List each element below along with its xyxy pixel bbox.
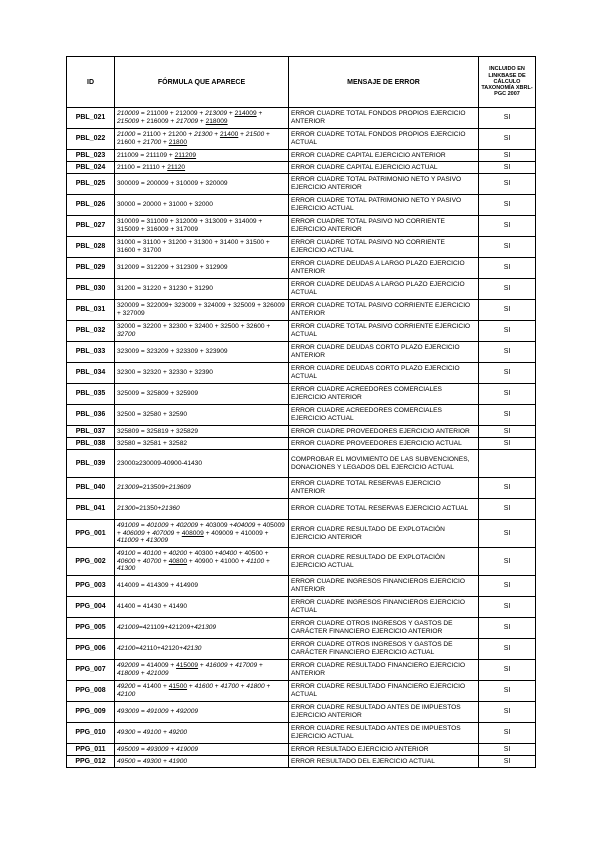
rule-included-flag: SI <box>479 129 536 150</box>
rule-error-message: ERROR CUADRE RESULTADO ANTES DE IMPUESTOS EJERCICIO ACTUAL <box>289 723 479 744</box>
rule-error-message: ERROR CUADRE INGRESOS FINANCIEROS EJERCICIO ANTERIOR <box>289 576 479 597</box>
formula-term: 32300 = 32320 + 32330 + 32390 <box>117 369 213 377</box>
rule-formula <box>115 258 289 279</box>
rule-included-flag: SI <box>479 237 536 258</box>
rule-included-flag: SI <box>479 321 536 342</box>
rule-included-flag: SI <box>479 174 536 195</box>
formula-term: 411009 <box>117 537 139 545</box>
formula-term: 218009 <box>205 118 228 125</box>
header-id: ID <box>67 57 115 108</box>
table-row <box>67 744 536 756</box>
rule-included-flag: SI <box>479 342 536 363</box>
rule-formula <box>115 216 289 237</box>
rule-id: PBL_038 <box>67 438 115 450</box>
rule-error-message: ERROR CUADRE TOTAL PASIVO CORRIENTE EJERCICIO ACTUAL <box>289 321 479 342</box>
formula-term: 404009 <box>233 522 256 530</box>
formula-term: 415009 <box>176 662 199 670</box>
formula-term: = 41400 + <box>135 683 169 691</box>
table-row <box>67 342 536 363</box>
rule-formula <box>115 279 289 300</box>
formula-term: 42130 <box>183 645 202 653</box>
rule-included-flag: SI <box>479 216 536 237</box>
rule-included-flag: SI <box>479 744 536 756</box>
rule-formula <box>115 405 289 426</box>
formula-term: + <box>139 670 147 677</box>
formula-term: 310009 = 311009 + 312009 + 313009 + 314009 + 315009 + 316009 + 317009 <box>117 218 263 233</box>
table-row <box>67 162 536 174</box>
formula-term: 217009 <box>176 118 199 125</box>
rule-id: PBL_041 <box>67 499 115 520</box>
rule-formula <box>115 426 289 438</box>
formula-term: 421309 <box>194 624 217 632</box>
rule-error-message: ERROR RESULTADO EJERCICIO ANTERIOR <box>289 744 479 756</box>
formula-term: + 403009 + <box>198 522 234 530</box>
formula-term: + <box>138 537 147 545</box>
table-row <box>67 321 536 342</box>
rule-error-message: ERROR CUADRE INGRESOS FINANCIEROS EJERCICIO ACTUAL <box>289 597 479 618</box>
formula-term: 40700 <box>142 557 162 565</box>
rule-id: PBL_032 <box>67 321 115 342</box>
table-row <box>67 150 536 162</box>
rule-included-flag: SI <box>479 150 536 162</box>
formula-term: 21500 <box>245 131 265 139</box>
rule-formula <box>115 660 289 681</box>
rule-id: PPG_009 <box>67 702 115 723</box>
rule-id: PBL_028 <box>67 237 115 258</box>
rule-included-flag: SI <box>479 438 536 450</box>
table-row <box>67 548 536 576</box>
formula-term: 402009 <box>176 522 199 530</box>
table-row <box>67 108 536 129</box>
rule-formula <box>115 363 289 384</box>
table-row <box>67 499 536 520</box>
rule-formula <box>115 162 289 174</box>
rule-id: PPG_003 <box>67 576 115 597</box>
formula-term: 41800 <box>246 683 265 691</box>
formula-term: 49100 <box>117 550 136 558</box>
formula-term: 401009 <box>146 522 169 530</box>
rule-formula <box>115 597 289 618</box>
table-row <box>67 300 536 321</box>
rule-formula <box>115 499 289 520</box>
header-message: MENSAJE DE ERROR <box>289 57 479 108</box>
formula-term: 21700 <box>142 139 162 146</box>
rule-formula <box>115 744 289 756</box>
formula-term: 32000 = 32200 + 32300 + 32400 + 32500 + 32600 + <box>117 323 271 331</box>
rule-formula <box>115 321 289 342</box>
table-row <box>67 520 536 548</box>
table-row <box>67 702 536 723</box>
formula-term: 41600 <box>194 683 213 691</box>
formula-term: 492009 <box>117 662 140 670</box>
formula-term: + <box>212 683 221 691</box>
rule-formula <box>115 618 289 639</box>
formula-term: 41500 <box>168 683 188 691</box>
table-row <box>67 216 536 237</box>
formula-term: =213509+ <box>139 484 169 492</box>
formula-term: 213009 <box>117 484 140 492</box>
table-row <box>67 426 536 438</box>
rule-included-flag: SI <box>479 426 536 438</box>
formula-term: 49300 = 49100 + 49200 <box>117 729 188 737</box>
formula-term: + <box>257 662 263 670</box>
formula-term: + <box>174 529 182 537</box>
table-row <box>67 660 536 681</box>
formula-term: 493009 = 491009 + 492009 <box>117 708 199 716</box>
rule-formula <box>115 702 289 723</box>
formula-term: 40100 <box>142 550 162 558</box>
rule-formula <box>115 129 289 150</box>
rule-error-message: COMPROBAR EL MOVIMIENTO DE LAS SUBVENCIONES, DONACIONES Y LEGADOS DEL EJERCICIO ACTUAL <box>289 450 479 478</box>
rule-error-message: ERROR CUADRE RESULTADO FINANCIERO EJERCICIO ACTUAL <box>289 681 479 702</box>
formula-term: 320009 = 322009+ 323009 + 324009 + 325009 + 326009 + 327009 <box>117 302 285 317</box>
formula-term: 31200 = 31220 + 31230 + 31290 <box>117 285 213 293</box>
formula-term: + <box>161 557 169 565</box>
rule-included-flag: SI <box>479 723 536 744</box>
formula-term: + <box>238 683 247 691</box>
formula-term: + <box>264 683 271 691</box>
rule-error-message: ERROR CUADRE CAPITAL EJERCICIO ACTUAL <box>289 162 479 174</box>
formula-term: 41700 <box>220 683 239 691</box>
table-row <box>67 237 536 258</box>
formula-term: 323009 = 323209 + 323309 + 323909 <box>117 348 228 356</box>
rule-included-flag: SI <box>479 756 536 768</box>
table-row <box>67 174 536 195</box>
formula-term: 21400 <box>219 131 239 139</box>
rule-id: PBL_024 <box>67 162 115 174</box>
formula-term: + 405009 + <box>117 522 285 537</box>
rule-included-flag: SI <box>479 548 536 576</box>
rule-error-message: ERROR CUADRE ACREEDORES COMERCIALES EJERCICIO ANTERIOR <box>289 384 479 405</box>
formula-term: 408009 <box>181 529 204 537</box>
formula-term: + <box>168 522 177 530</box>
table-row <box>67 597 536 618</box>
formula-term: 21300 <box>117 505 136 513</box>
rule-formula <box>115 438 289 450</box>
formula-term: 211209 <box>174 151 197 159</box>
rule-formula <box>115 195 289 216</box>
rule-id: PBL_031 <box>67 300 115 321</box>
rule-error-message: ERROR CUADRE PROVEEDORES EJERCICIO ACTUAL <box>289 438 479 450</box>
formula-term: 31000 = 31100 + 31200 + 31300 + 31400 + 31500 + 31600 + 31700 <box>117 239 270 254</box>
formula-term: 49500 = 49300 + 41900 <box>117 757 188 765</box>
rule-id: PBL_027 <box>67 216 115 237</box>
rule-included-flag: SI <box>479 108 536 129</box>
rule-id: PBL_039 <box>67 450 115 478</box>
formula-term: + 409009 + 410009 + <box>203 529 269 537</box>
rule-included-flag: SI <box>479 499 536 520</box>
formula-term: =421109+421209+ <box>139 624 195 632</box>
header-formula: FÓRMULA QUE APARECE <box>115 57 289 108</box>
rule-formula <box>115 237 289 258</box>
rule-formula <box>115 300 289 321</box>
formula-term: 418009 <box>117 670 140 677</box>
rule-included-flag: SI <box>479 279 536 300</box>
rule-id: PBL_025 <box>67 174 115 195</box>
rule-error-message: ERROR RESULTADO DEL EJERCICIO ACTUAL <box>289 756 479 768</box>
table-row <box>67 756 536 768</box>
formula-term: 41300 <box>117 565 136 573</box>
rule-included-flag: SI <box>479 363 536 384</box>
formula-term: 40400 <box>218 550 237 558</box>
rule-id: PBL_033 <box>67 342 115 363</box>
rule-id: PBL_029 <box>67 258 115 279</box>
formula-term: =42110+42120+ <box>135 645 184 653</box>
rule-error-message: ERROR CUADRE RESULTADO ANTES DE IMPUESTOS EJERCICIO ANTERIOR <box>289 702 479 723</box>
formula-term: 32700 <box>117 331 136 338</box>
formula-term: + <box>144 529 153 537</box>
rule-error-message: ERROR CUADRE DEUDAS A LARGO PLAZO EJERCICIO ANTERIOR <box>289 258 479 279</box>
formula-term: 40600 <box>117 557 136 565</box>
formula-term: 491009 <box>117 522 140 530</box>
formula-term: = <box>135 550 143 558</box>
rule-formula <box>115 548 289 576</box>
formula-term: 30000 = 20000 + 31000 + 32000 <box>117 201 213 209</box>
formula-term: + <box>198 118 206 125</box>
formula-term: 407009 <box>152 529 175 537</box>
formula-term: 42100 <box>117 645 136 653</box>
formula-term: 325009 = 325809 + 325909 <box>117 390 199 398</box>
table-row <box>67 576 536 597</box>
rule-error-message: ERROR CUADRE CAPITAL EJERCICIO ANTERIOR <box>289 150 479 162</box>
rule-id: PBL_035 <box>67 384 115 405</box>
table-row <box>67 618 536 639</box>
formula-term: 21100 = 21110 + <box>117 163 168 171</box>
rule-included-flag: SI <box>479 300 536 321</box>
formula-term: 23000≥230009-40900-41430 <box>117 459 203 467</box>
formula-term: 210009 <box>117 110 140 118</box>
formula-term: + <box>135 557 143 565</box>
formula-term: 21300 <box>194 131 213 139</box>
table-row <box>67 195 536 216</box>
rule-error-message: ERROR CUADRE OTROS INGRESOS Y GASTOS DE CARÁCTER FINANCIERO EJERCICIO ACTUAL <box>289 639 479 660</box>
rule-id: PBL_023 <box>67 150 115 162</box>
rule-error-message: ERROR CUADRE TOTAL PASIVO CORRIENTE EJERCICIO ANTERIOR <box>289 300 479 321</box>
formula-term: + <box>227 662 236 670</box>
rule-id: PPG_001 <box>67 520 115 548</box>
rule-formula <box>115 108 289 129</box>
table-row <box>67 478 536 499</box>
formula-term: + 216009 + <box>139 118 177 125</box>
rule-id: PPG_004 <box>67 597 115 618</box>
formula-term: + <box>161 550 169 558</box>
rule-id: PBL_026 <box>67 195 115 216</box>
rule-error-message: ERROR CUADRE DEUDAS CORTO PLAZO EJERCICIO ANTERIOR <box>289 342 479 363</box>
rule-error-message: ERROR CUADRE RESULTADO FINANCIERO EJERCICIO ANTERIOR <box>289 660 479 681</box>
rule-formula <box>115 174 289 195</box>
table-header-row <box>67 57 536 108</box>
rule-id: PPG_012 <box>67 756 115 768</box>
rule-included-flag: SI <box>479 478 536 499</box>
rule-formula <box>115 681 289 702</box>
rule-id: PBL_037 <box>67 426 115 438</box>
rule-id: PBL_022 <box>67 129 115 150</box>
formula-term: 421009 <box>146 670 169 677</box>
rule-id: PBL_021 <box>67 108 115 129</box>
formula-term: 21120 <box>167 163 186 171</box>
rule-formula <box>115 520 289 548</box>
rule-formula <box>115 384 289 405</box>
rule-included-flag: SI <box>479 660 536 681</box>
formula-term: 312009 = 312209 + 312309 + 312909 <box>117 264 228 272</box>
formula-term: = <box>139 522 147 530</box>
rule-included-flag: SI <box>479 618 536 639</box>
rule-id: PPG_011 <box>67 744 115 756</box>
rule-id: PBL_036 <box>67 405 115 426</box>
table-row <box>67 129 536 150</box>
rule-id: PPG_010 <box>67 723 115 744</box>
rule-formula <box>115 342 289 363</box>
formula-term: 213009 <box>205 110 228 118</box>
formula-term: 215009 <box>117 118 140 125</box>
table-row <box>67 363 536 384</box>
formula-term: + <box>187 683 195 691</box>
rule-included-flag: SI <box>479 576 536 597</box>
formula-term: + 40500 + <box>236 550 269 558</box>
table-row <box>67 450 536 478</box>
table-row <box>67 384 536 405</box>
rule-id: PBL_040 <box>67 478 115 499</box>
formula-term: 213609 <box>168 484 191 492</box>
table-row <box>67 639 536 660</box>
rule-included-flag: SI <box>479 405 536 426</box>
formula-term: 21360 <box>161 505 180 513</box>
rule-included-flag: SI <box>479 681 536 702</box>
rule-error-message: ERROR CUADRE RESULTADO DE EXPLOTACIÓN EJERCICIO ACTUAL <box>289 548 479 576</box>
formula-term: 32580 = 32581 + 32582 <box>117 439 188 447</box>
rule-formula <box>115 478 289 499</box>
formula-term: 21000 <box>117 131 136 139</box>
rule-error-message: ERROR CUADRE TOTAL PATRIMONIO NETO Y PASIVO EJERCICIO ACTUAL <box>289 195 479 216</box>
rule-error-message: ERROR CUADRE DEUDAS CORTO PLAZO EJERCICIO ACTUAL <box>289 363 479 384</box>
rule-error-message: ERROR CUADRE OTROS INGRESOS Y GASTOS DE CARÁCTER FINANCIERO EJERCICIO ANTERIOR <box>289 618 479 639</box>
formula-term: + <box>264 557 270 565</box>
formula-term: 40200 <box>168 550 188 558</box>
formula-term: 42100 <box>117 691 136 698</box>
rule-error-message: ERROR CUADRE ACREEDORES COMERCIALES EJERCICIO ACTUAL <box>289 405 479 426</box>
rule-included-flag <box>479 450 536 478</box>
formula-term: = 414009 + <box>139 662 177 670</box>
rule-included-flag: SI <box>479 597 536 618</box>
header-included: INCLUIDO EN LINKBASE DE CÁLCULO TAXONOMÍA XBRL-PGC 2007 <box>479 57 536 108</box>
rule-id: PPG_006 <box>67 639 115 660</box>
rule-error-message: ERROR CUADRE TOTAL FONDOS PROPIOS EJERCICIO ANTERIOR <box>289 108 479 129</box>
formula-term: 32500 = 32580 + 32590 <box>117 411 188 419</box>
formula-term: 40800 <box>168 557 188 565</box>
rule-id: PPG_002 <box>67 548 115 576</box>
formula-term: 41400 = 41430 + 41490 <box>117 603 188 611</box>
rule-formula <box>115 576 289 597</box>
rule-error-message: ERROR CUADRE DEUDAS A LARGO PLAZO EJERCICIO ACTUAL <box>289 279 479 300</box>
formula-term: + <box>227 110 235 118</box>
formula-term: 417009 <box>235 662 258 670</box>
table-row <box>67 723 536 744</box>
table-row <box>67 258 536 279</box>
rule-id: PBL_030 <box>67 279 115 300</box>
formula-term: + <box>198 662 206 670</box>
formula-term: 416009 <box>205 662 228 670</box>
rule-formula <box>115 450 289 478</box>
rule-error-message: ERROR CUADRE TOTAL RESERVAS EJERCICIO ACTUAL <box>289 499 479 520</box>
rule-included-flag: SI <box>479 384 536 405</box>
formula-term: + 21600 + <box>117 131 270 146</box>
rule-included-flag: SI <box>479 162 536 174</box>
rule-id: PBL_034 <box>67 363 115 384</box>
rule-id: PPG_008 <box>67 681 115 702</box>
formula-term: + <box>212 131 220 139</box>
rule-error-message: ERROR CUADRE TOTAL FONDOS PROPIOS EJERCICIO ACTUAL <box>289 129 479 150</box>
rule-id: PPG_005 <box>67 618 115 639</box>
rule-formula <box>115 723 289 744</box>
rule-included-flag: SI <box>479 258 536 279</box>
rule-included-flag: SI <box>479 702 536 723</box>
rule-formula <box>115 756 289 768</box>
formula-term: 414009 = 414309 + 414909 <box>117 582 199 590</box>
rule-error-message: ERROR CUADRE TOTAL PASIVO NO CORRIENTE EJERCICIO ANTERIOR <box>289 216 479 237</box>
formula-term: 214009 <box>234 110 257 118</box>
validation-rules-table <box>66 56 536 768</box>
rule-error-message: ERROR CUADRE RESULTADO DE EXPLOTACIÓN EJERCICIO ANTERIOR <box>289 520 479 548</box>
formula-term: 406009 <box>122 529 145 537</box>
formula-term: + <box>256 110 263 118</box>
rule-error-message: ERROR CUADRE TOTAL RESERVAS EJERCICIO ANTERIOR <box>289 478 479 499</box>
rule-included-flag: SI <box>479 195 536 216</box>
formula-term: + 40300 + <box>187 550 219 558</box>
formula-term: = 21100 + 21200 + <box>135 131 195 139</box>
formula-term: 325809 = 325819 + 325829 <box>117 427 199 435</box>
rule-error-message: ERROR CUADRE TOTAL PATRIMONIO NETO Y PASIVO EJERCICIO ANTERIOR <box>289 174 479 195</box>
formula-term: 49200 <box>117 683 136 691</box>
rule-error-message: ERROR CUADRE PROVEEDORES EJERCICIO ANTERIOR <box>289 426 479 438</box>
formula-term: 21800 <box>168 139 188 146</box>
formula-term: 41100 <box>246 557 265 565</box>
rule-included-flag: SI <box>479 639 536 660</box>
formula-term: 211009 = 211109 + <box>117 151 175 159</box>
table-row <box>67 438 536 450</box>
formula-term: + <box>238 131 246 139</box>
rule-formula <box>115 150 289 162</box>
rule-included-flag: SI <box>479 520 536 548</box>
formula-term: 495009 = 493009 + 419009 <box>117 745 199 753</box>
rule-error-message: ERROR CUADRE TOTAL PASIVO NO CORRIENTE EJERCICIO ACTUAL <box>289 237 479 258</box>
formula-term: = 211009 + 212009 + <box>139 110 206 118</box>
formula-term: + <box>161 139 169 146</box>
formula-term: 421009 <box>117 624 140 632</box>
formula-term: + 40900 + 41000 + <box>187 557 247 565</box>
rule-formula <box>115 639 289 660</box>
table-row <box>67 681 536 702</box>
formula-term: 413009 <box>146 537 169 545</box>
table-row <box>67 279 536 300</box>
table-body <box>67 108 536 768</box>
table-row <box>67 405 536 426</box>
formula-term: 300009 = 200009 + 310009 + 320009 <box>117 180 228 188</box>
formula-term: =21350+ <box>135 505 162 513</box>
rule-id: PPG_007 <box>67 660 115 681</box>
